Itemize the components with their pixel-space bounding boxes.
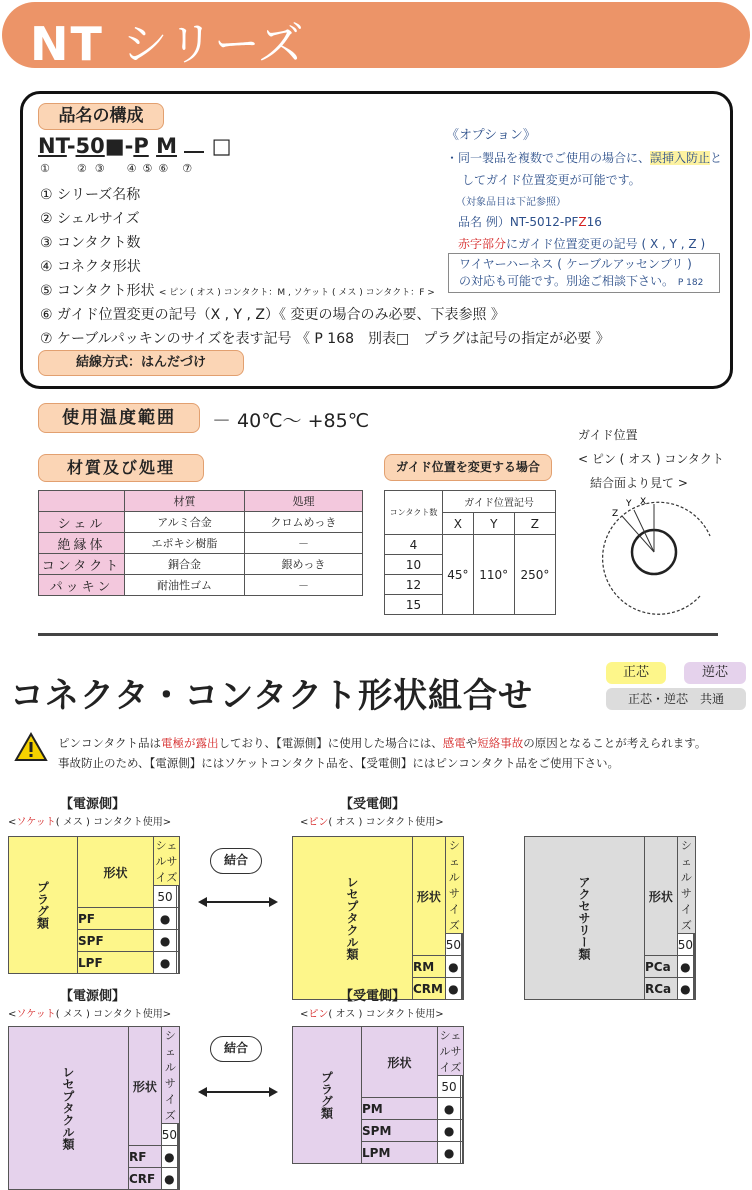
warning-line2: 事故防止のため、【電源側】にはソケットコンタクト品を、【受電側】にはピンコンタクト品をご使用下さい。 [58,756,619,770]
table-row: PCa ● [525,956,696,978]
warning-line1: ピンコンタクト品は電極が露出しており、【電源側】に使用した場合には、感電や短絡事故の原因となることが考えられます。 [58,736,707,750]
mate-arrow [198,894,278,910]
table-row: PM ● [293,1098,464,1120]
item-4: ④ コネクタ形状 [40,259,141,275]
table-row: CRF ● [9,1168,180,1190]
socket-use-label-2: <ソケット( メス ) コンタクト使用> [8,1009,172,1020]
temp-value: － 40℃～ +85℃ [212,410,370,432]
svg-text:Y: Y [626,499,632,509]
product-code: NT-50■-P M □ [38,134,232,158]
item-1: ① シリーズ名称 [40,187,141,203]
socket-use-label: <ソケット( メス ) コンタクト使用> [8,817,172,828]
svg-text:X: X [640,497,647,507]
mate-arrow-2 [198,1084,278,1100]
mate-label: 結合 [210,848,262,874]
materials-table: 材質 処理 シェル アルミ合金 クロムめっき 絶縁体 エポキシ樹脂 － コンタクト 銅合金 銀めっき パッキン 耐油性ゴム － [38,490,363,596]
materials-heading: 材質及び処理 [38,454,204,482]
table-row: SPM ● [293,1120,464,1142]
diagram-title-1: ガイド位置 [578,428,638,442]
table-row: パッキン 耐油性ゴム － [39,575,363,596]
receive-side-label: 【受電側】 [340,797,406,812]
combo-table-receptacle-socket: レセプタクル類 形状 シェルサイズ 50 RF ● CRF ● [8,1026,180,1190]
option-line1: ・同一製品を複数でご使用の場合に、誤挿入防止と [446,151,723,165]
item-3: ③ コンタクト数 [40,235,141,251]
table-row: LPF ● [9,952,180,974]
option-line4: 品名 例）NT-5012-PFZ16 [458,215,602,229]
composition-heading: 品名の構成 [38,103,164,130]
table-row: RCa ● [525,978,696,1000]
table-row: PF ● [9,908,180,930]
divider [38,633,718,636]
option-line2: してガイド位置変更が可能です。 [462,173,641,187]
guide-table: コンタクト数 ガイド位置記号 X Y Z 4 45° 110° 250° 10 12 15 [384,490,556,615]
guide-heading: ガイド位置を変更する場合 [384,454,552,481]
receive-side-label-2: 【受電側】 [340,989,406,1004]
option-line5: 赤字部分にガイド位置変更の記号 ( X , Y , Z ) [458,237,706,251]
legend-reverse: 逆芯 [684,662,746,684]
temp-heading: 使用温度範囲 [38,403,200,433]
combo-table-receptacle-pin: レセプタクル類 形状 シェルサイズ 50 RM ● CRM ● [292,836,464,1000]
table-row: SPF ● [9,930,180,952]
pin-use-label-2: <ピン( オス ) コンタクト使用> [300,1009,444,1020]
table-row: 絶縁体 エポキシ樹脂 － [39,533,363,554]
combo-heading: コネクタ・コンタクト形状組合せ [10,676,533,716]
table-row: コンタクト 銅合金 銀めっき [39,554,363,575]
option-line3: （対象品目は下記参照） [456,197,566,208]
page-title: NT シリーズ [30,17,304,71]
item-6: ⑥ ガイド位置変更の記号（X , Y , Z）《 変更の場合のみ必要、下表参照 》 [40,307,505,323]
code-numbers: ① ② ③ ④ ⑤ ⑥ ⑦ [40,162,193,175]
item-2: ② シェルサイズ [40,211,140,227]
combo-table-plug-socket: プラグ類 形状 シェルサイズ 50 PF ● SPF ● LPF ● [8,836,180,974]
table-row: CRM ● [293,978,464,1000]
diagram-title-2: < ピン ( オス ) コンタクト [578,452,724,466]
item-7: ⑦ ケーブルパッキンのサイズを表す記号 《 P 168 別表□ プラグは記号の指定が必要 》 [40,331,610,347]
warning-icon [14,732,48,762]
table-row: LPM ● [293,1142,464,1164]
mate-label-2: 結合 [210,1036,262,1062]
power-side-label-2: 【電源側】 [60,989,126,1004]
item-5: ⑤ コンタクト形状 < ピン ( オス ) コンタクト：M , ソケット ( メス ) コンタクト：F > [40,283,435,299]
harness-note: ワイヤーハーネス ( ケーブルアッセンブリ ) の対応も可能です。別途ご相談下さい。 P 182 [448,253,720,293]
table-row: RM ● [293,956,464,978]
pin-use-label: <ピン( オス ) コンタクト使用> [300,817,444,828]
wiring-method: 結線方式：はんだづけ [38,350,244,376]
svg-text:Z: Z [612,509,619,519]
option-title: 《オプション》 [446,128,536,143]
power-side-label: 【電源側】 [60,797,126,812]
legend-common: 正芯・逆芯 共通 [606,688,746,710]
legend-male: 正芯 [606,662,666,684]
table-row: シェル アルミ合金 クロムめっき [39,512,363,533]
table-row: RF ● [9,1146,180,1168]
combo-table-plug-pin: プラグ類 形状 シェルサイズ 50 PM ● SPM ● LPM ● [292,1026,464,1164]
combo-table-accessory: アクセサリー類 形状 シェルサイズ 50 PCa ● RCa ● [524,836,696,1000]
diagram-title-3: 結合面より見て > [590,476,688,490]
guide-diagram [592,496,742,621]
